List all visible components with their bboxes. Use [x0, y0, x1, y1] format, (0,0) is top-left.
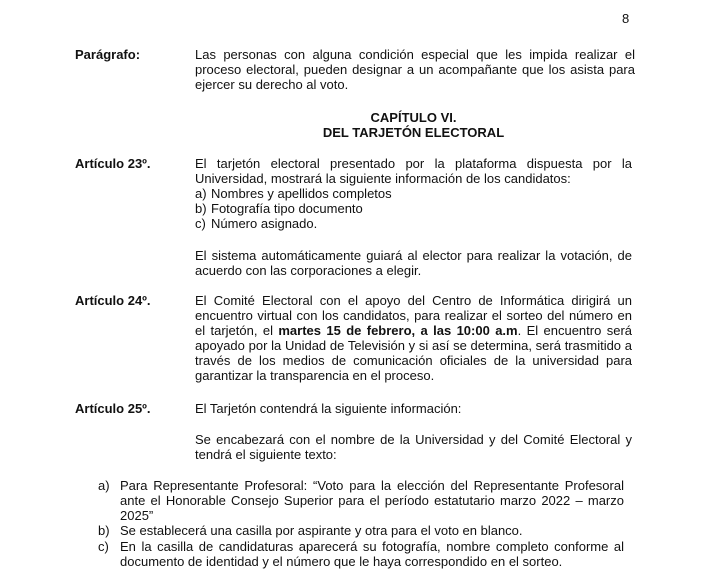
- list-marker: a): [98, 478, 110, 493]
- article-24-text-end: . El encuentro será apoyado por la Unidad de Televisión y si así se determina, será trasmitido a través de los medios de comunicación oficiales de la universidad para garantizar la transparencia en el proceso.: [195, 323, 632, 383]
- list-marker: a): [195, 186, 207, 201]
- chapter-number: CAPÍTULO VI.: [370, 110, 457, 125]
- list-item: [195, 216, 632, 231]
- list-item: [98, 478, 624, 523]
- article-25-label: Artículo 25º.: [75, 401, 151, 416]
- list-item: [195, 201, 632, 216]
- list-item-text: Para Representante Profesoral: “Voto para la elección del Representante Profesoral ante el Honorable Consejo Superior para el período estatutario marzo 2022 – marzo 2025”: [120, 478, 624, 523]
- page-number: 8: [622, 11, 630, 26]
- list-item: [98, 539, 624, 569]
- list-item-text: Número asignado.: [211, 216, 318, 231]
- list-marker: b): [98, 523, 110, 538]
- list-marker: c): [195, 216, 206, 231]
- list-item-text: Nombres y apellidos completos: [211, 186, 392, 201]
- article-24-date-bold: martes 15 de febrero, a las 10:00 a.m: [278, 323, 518, 338]
- list-item: [98, 523, 624, 538]
- article-23-body: [195, 156, 632, 231]
- list-marker: b): [195, 201, 207, 216]
- paragrafo-label: Parágrafo:: [75, 47, 141, 62]
- article-24-text: [195, 293, 632, 383]
- list-marker: c): [98, 539, 109, 554]
- article-23-intro: El tarjetón electoral presentado por la plataforma dispuesta por la Universidad, mostrará la siguiente información de los candidatos:: [195, 156, 632, 186]
- list-item-text: Fotografía tipo documento: [211, 201, 363, 216]
- list-item-text: Se establecerá una casilla por aspirante y otra para el voto en blanco.: [120, 523, 523, 538]
- list-item-text: En la casilla de candidaturas aparecerá su fotografía, nombre completo conforme al documento de identidad y el número que le haya correspondido en el sorteo.: [120, 539, 624, 569]
- article-23-label: Artículo 23º.: [75, 156, 151, 171]
- article-23-closing: El sistema automáticamente guiará al elector para realizar la votación, de acuerdo con las corporaciones a elegir.: [195, 248, 632, 278]
- paragrafo-text: Las personas con alguna condición especial que les impida realizar el proceso electoral, pueden designar a un acompañante que los asista para ejercer su derecho al voto.: [195, 47, 635, 92]
- list-item: [195, 186, 632, 201]
- chapter-title: DEL TARJETÓN ELECTORAL: [322, 125, 505, 140]
- article-25-intro: El Tarjetón contendrá la siguiente información:: [195, 401, 462, 416]
- article-24-text-start: El Comité Electoral con el apoyo del Centro de Informática dirigirá un encuentro virtual con los candidatos, para realizar el sorteo del número en el tarjetón, el: [195, 293, 632, 338]
- article-25-paragraph: Se encabezará con el nombre de la Universidad y del Comité Electoral y tendrá el siguiente texto:: [195, 432, 632, 462]
- article-23-list: [195, 186, 632, 231]
- article-24-label: Artículo 24º.: [75, 293, 151, 308]
